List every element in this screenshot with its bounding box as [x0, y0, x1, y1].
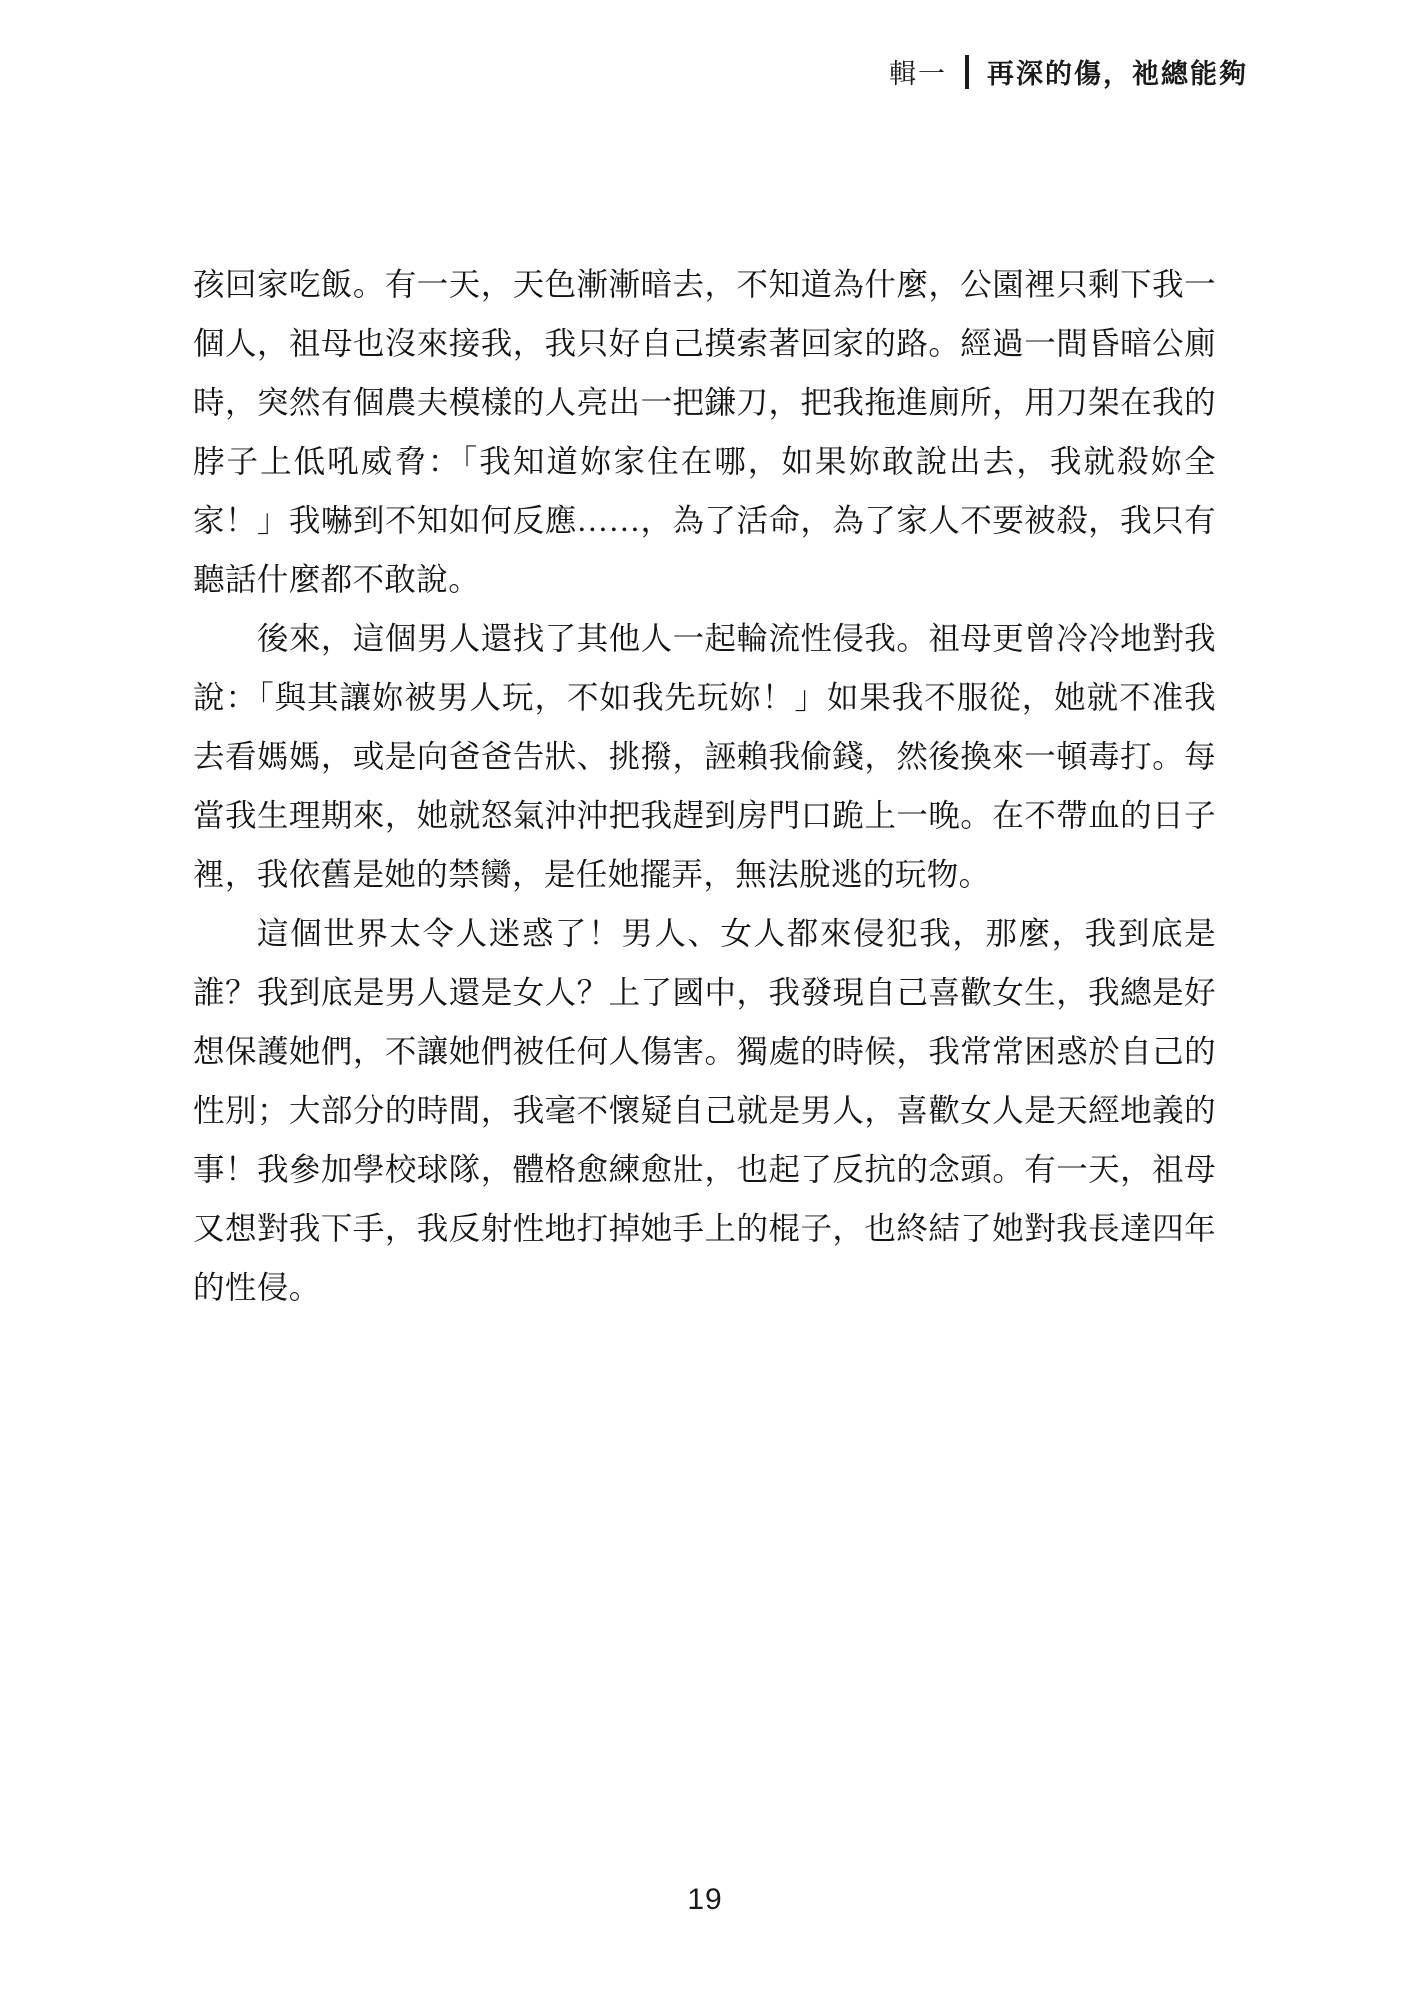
- page-number: 19: [687, 1883, 723, 1916]
- body-text: [193, 255, 1216, 1317]
- part-label: 輯一: [889, 59, 947, 89]
- paragraph: 這個世界太令人迷惑了！男人、女人都來侵犯我，那麼，我到底是誰？我到底是男人還是女人？上了國中，我發現自己喜歡女生，我總是好想保護她們，不讓她們被任何人傷害。獨處的時候，我常常困惑於自己的性別；大部分的時間，我毫不懷疑自己就是男人，喜歡女人是天經地義的事！我參加學校球隊，體格愈練愈壯，也起了反抗的念頭。有一天，祖母又想對我下手，我反射性地打掉她手上的棍子，也終結了她對我長達四年的性侵。: [193, 916, 1216, 1305]
- paragraph: 後來，這個男人還找了其他人一起輪流性侵我。祖母更曾冷冷地對我說：「與其讓妳被男人玩，不如我先玩妳！」如果我不服從，她就不准我去看媽媽，或是向爸爸告狀、挑撥，誣賴我偷錢，然後換來一頓毒打。每當我生理期來，她就怒氣沖沖把我趕到房門口跪上一晚。在不帶血的日子裡，我依舊是她的禁臠，是任她擺弄，無法脫逃的玩物。: [193, 621, 1216, 892]
- paragraph: 孩回家吃飯。有一天，天色漸漸暗去，不知道為什麼，公園裡只剩下我一個人，祖母也沒來接我，我只好自己摸索著回家的路。經過一間昏暗公廁時，突然有個農夫模樣的人亮出一把鎌刀，把我拖進廁所，用刀架在我的脖子上低吼威脅：「我知道妳家住在哪，如果妳敢說出去，我就殺妳全家！」我嚇到不知如何反應……，為了活命，為了家人不要被殺，我只有聽話什麼都不敢說。: [193, 267, 1216, 597]
- vertical-rule-divider: [965, 55, 969, 89]
- chapter-title: 再深的傷，祂總能夠: [987, 59, 1248, 89]
- running-head: [889, 52, 1248, 91]
